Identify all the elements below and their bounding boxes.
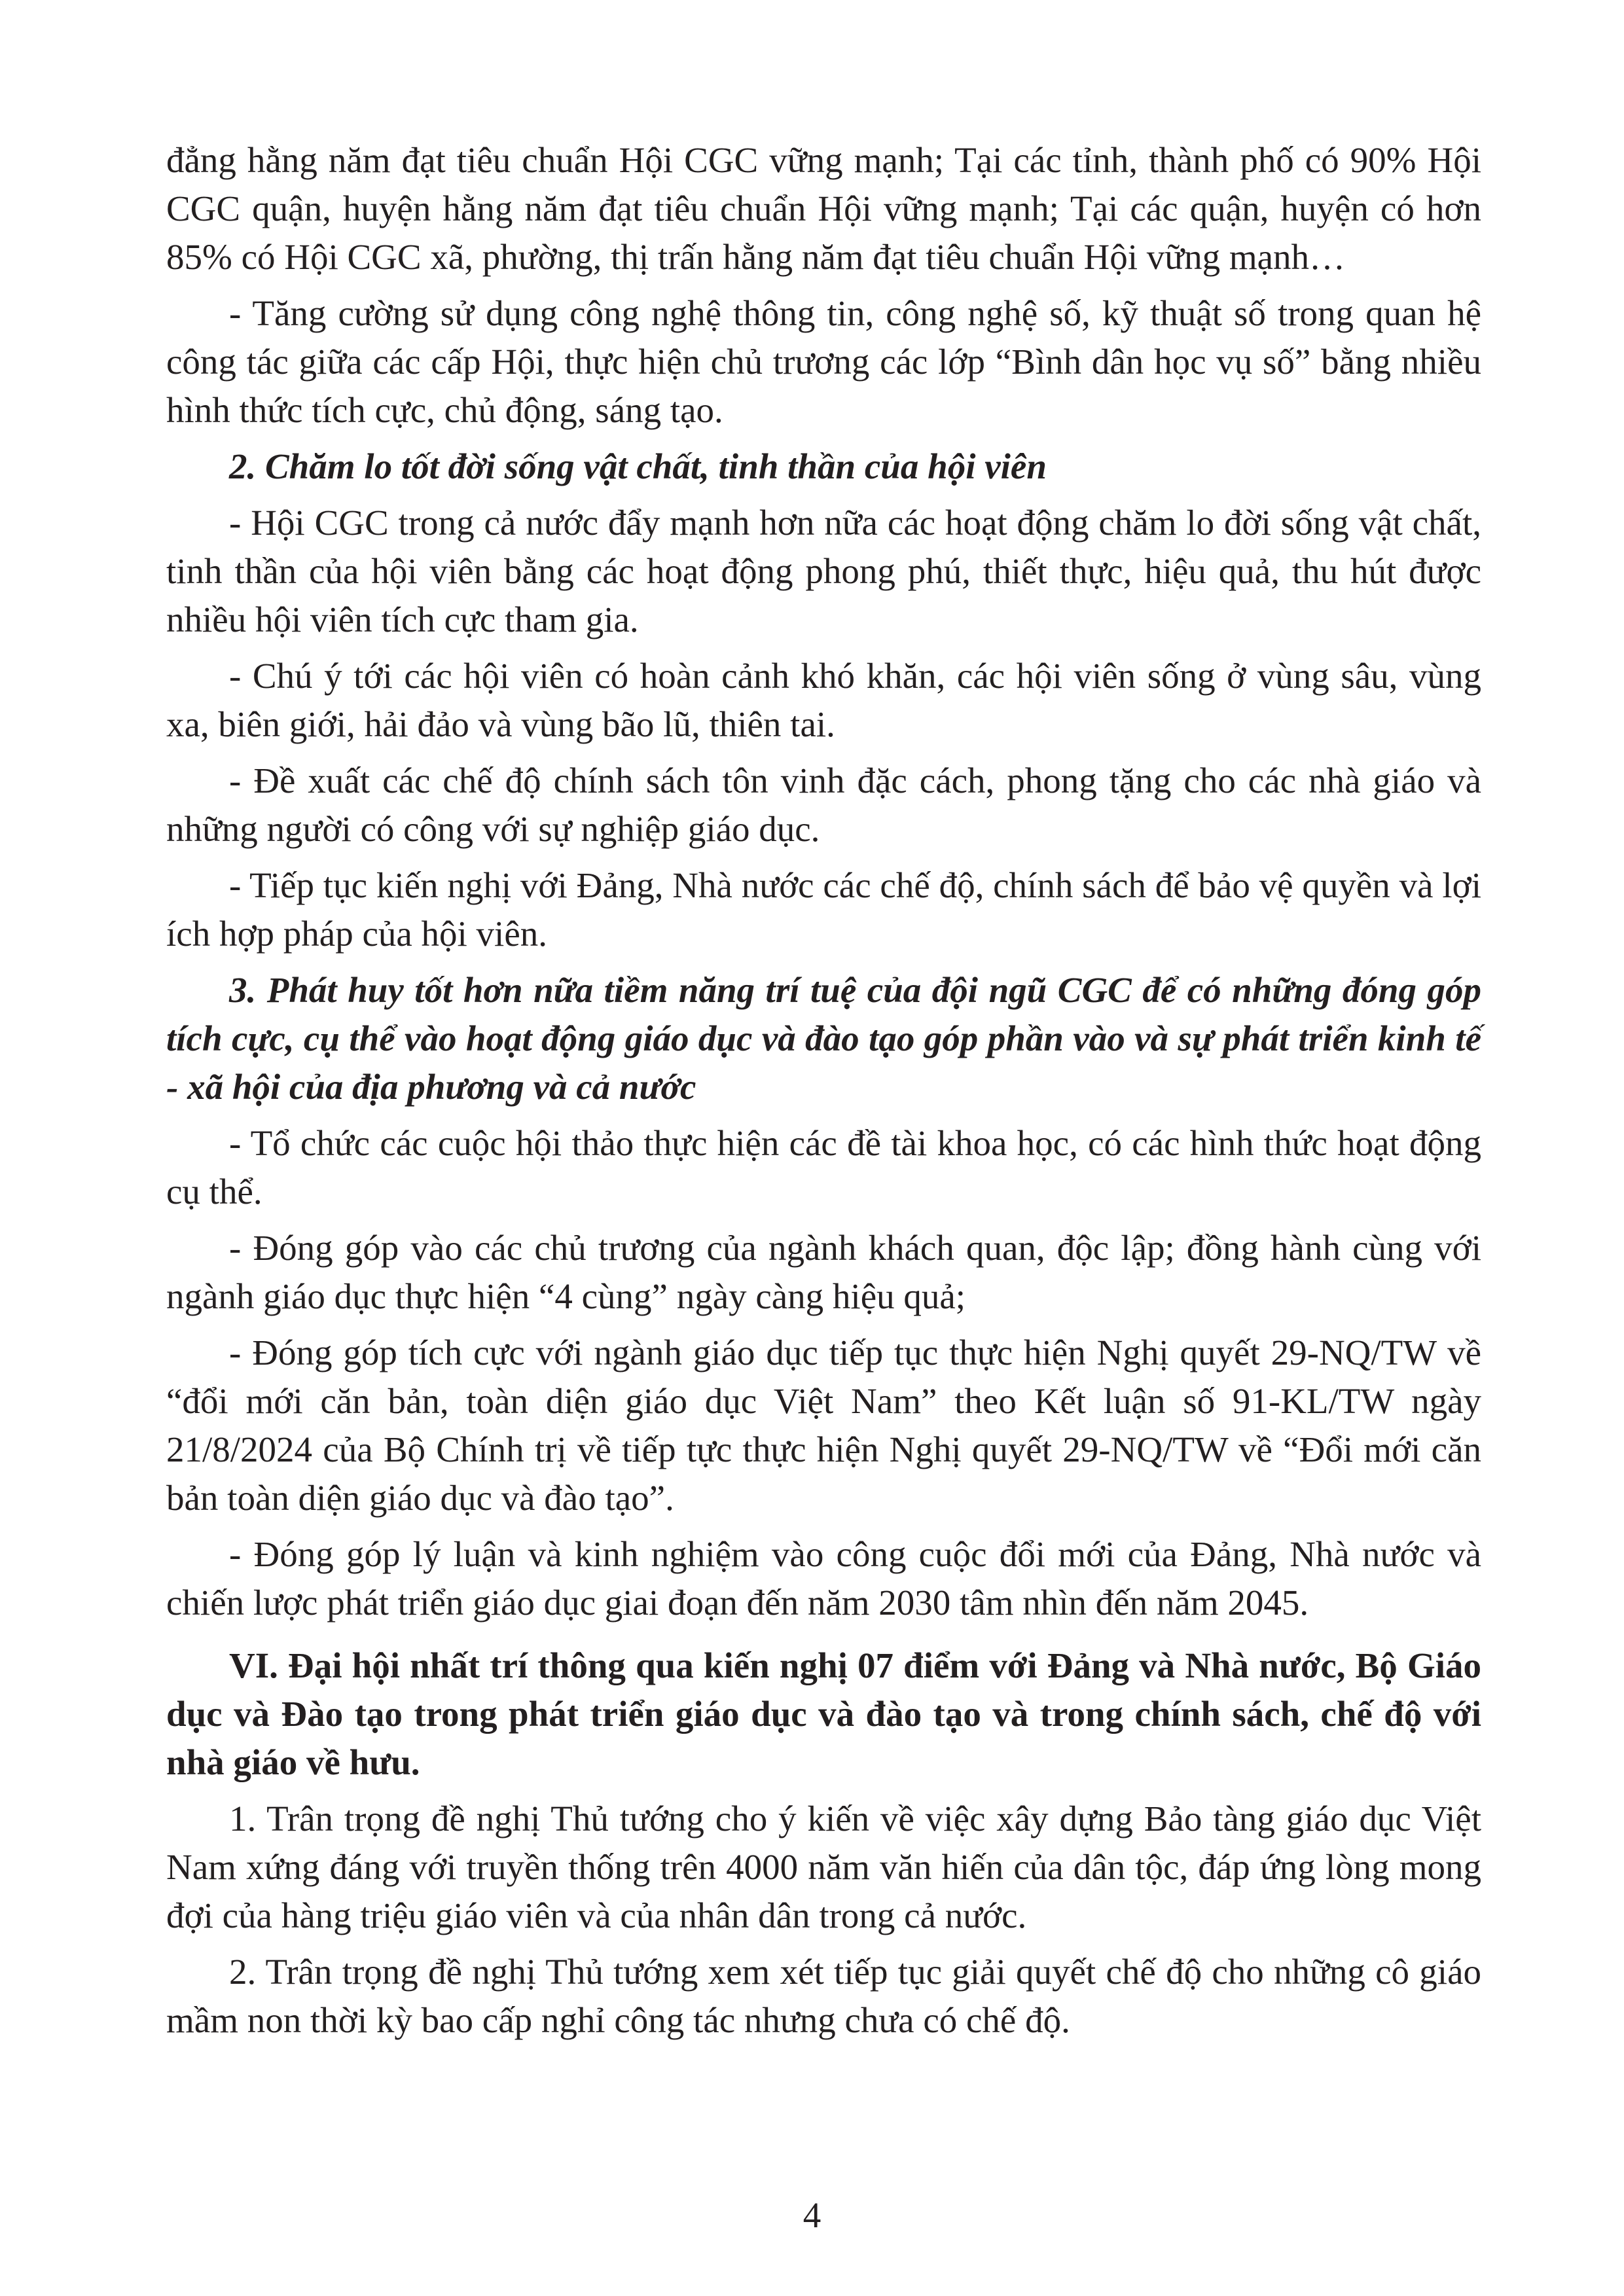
paragraph-digital-technology: - Tăng cường sử dụng công nghệ thông tin, công nghệ số, kỹ thuật số trong quan hệ công tác giữa các cấp Hội, thực hiện chủ trương các lớp “Bình dân học vụ số” bằng nhiều hình thức tích cực, chủ động, sáng tạo.	[166, 293, 1481, 430]
document-body	[166, 136, 1481, 2053]
paragraph-strategy-2045: - Đóng góp lý luận và kinh nghiệm vào công cuộc đổi mới của Đảng, Nhà nước và chiến lược phát triển giáo dục giai đoạn đến năm 2030 tâm nhìn đến năm 2045.	[166, 1534, 1481, 1623]
paragraph-resolution-29: - Đóng góp tích cực với ngành giáo dục tiếp tục thực hiện Nghị quyết 29-NQ/TW về “đổi mới căn bản, toàn diện giáo dục Việt Nam” theo Kết luận số 91-KL/TW ngày 21/8/2024 của Bộ Chính trị về tiếp tực thực hiện Nghị quyết 29-NQ/TW về “Đổi mới căn bản toàn diện giáo dục và đào tạo”.	[166, 1333, 1481, 1518]
paragraph-continuation: đẳng hằng năm đạt tiêu chuẩn Hội CGC vững mạnh; Tại các tỉnh, thành phố có 90% Hội CGC quận, huyện hằng năm đạt tiêu chuẩn Hội vững mạnh; Tại các quận, huyện có hơn 85% có Hội CGC xã, phường, thị trấn hằng năm đạt tiêu chuẩn Hội vững mạnh…	[166, 140, 1481, 277]
paragraph-member-care: - Hội CGC trong cả nước đẩy mạnh hơn nữa các hoạt động chăm lo đời sống vật chất, tinh thần của hội viên bằng các hoạt động phong phú, thiết thực, hiệu quả, thu hút được nhiều hội viên tích cực tham gia.	[166, 503, 1481, 639]
paragraph-preschool-teachers: 2. Trân trọng đề nghị Thủ tướng xem xét tiếp tục giải quyết chế độ cho những cô giáo mầm non thời kỳ bao cấp nghỉ công tác nhưng chưa có chế độ.	[166, 1952, 1481, 2040]
paragraph-honor-policy: - Đề xuất các chế độ chính sách tôn vinh đặc cách, phong tặng cho các nhà giáo và những người có công với sự nghiệp giáo dục.	[166, 761, 1481, 849]
section-heading-vi: VI. Đại hội nhất trí thông qua kiến nghị 07 điểm với Đảng và Nhà nước, Bộ Giáo dục và Đào tạo trong phát triển giáo dục và đào tạo và trong chính sách, chế độ với nhà giáo về hưu.	[166, 1645, 1481, 1782]
section-heading-2: 2. Chăm lo tốt đời sống vật chất, tinh thần của hội viên	[229, 446, 1047, 486]
paragraph-rights-proposal: - Tiếp tục kiến nghị với Đảng, Nhà nước các chế độ, chính sách để bảo vệ quyền và lợi ích hợp pháp của hội viên.	[166, 865, 1481, 954]
paragraph-difficult-members: - Chú ý tới các hội viên có hoàn cảnh khó khăn, các hội viên sống ở vùng sâu, vùng xa, biên giới, hải đảo và vùng bão lũ, thiên tai.	[166, 656, 1481, 744]
paragraph-museum-proposal: 1. Trân trọng đề nghị Thủ tướng cho ý kiến về việc xây dựng Bảo tàng giáo dục Việt Nam xứng đáng với truyền thống trên 4000 năm văn hiến của dân tộc, đáp ứng lòng mong đợi của hàng triệu giáo viên và của nhân dân trong cả nước.	[166, 1799, 1481, 1935]
section-heading-3: 3. Phát huy tốt hơn nữa tiềm năng trí tuệ của đội ngũ CGC để có những đóng góp tích cực, cụ thể vào hoạt động giáo dục và đào tạo góp phần vào và sự phát triển kinh tế - xã hội của địa phương và cả nước	[166, 970, 1481, 1107]
paragraph-seminars: - Tổ chức các cuộc hội thảo thực hiện các đề tài khoa học, có các hình thức hoạt động cụ thể.	[166, 1123, 1481, 1211]
paragraph-contributions-policy: - Đóng góp vào các chủ trương của ngành khách quan, độc lập; đồng hành cùng với ngành giáo dục thực hiện “4 cùng” ngày càng hiệu quả;	[166, 1228, 1481, 1316]
page-number: 4	[803, 2195, 821, 2235]
